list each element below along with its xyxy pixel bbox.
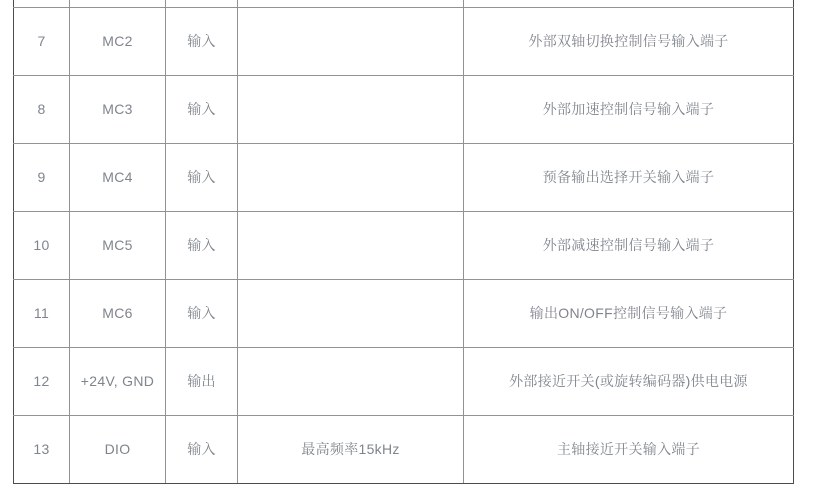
cell-terminal-number: 10 <box>14 211 70 279</box>
cell-io-direction: 输入 <box>166 7 238 75</box>
cell-io-direction: 输入 <box>166 211 238 279</box>
cell-signal-name: DIO <box>70 415 166 483</box>
cell-spec <box>238 75 464 143</box>
table-row <box>14 415 794 483</box>
cell-description: 预备输出选择开关输入端子 <box>464 143 794 211</box>
cell-description: 外部双轴切换控制信号输入端子 <box>464 7 794 75</box>
cell-spec <box>238 279 464 347</box>
cell-description: 输出ON/OFF控制信号输入端子 <box>464 279 794 347</box>
cell-terminal-number: 7 <box>14 7 70 75</box>
cell-description: 主轴接近开关输入端子 <box>464 415 794 483</box>
table-row <box>14 279 794 347</box>
cell-signal-name: +24V, GND <box>70 347 166 415</box>
cell-terminal-number: 8 <box>14 75 70 143</box>
cell-signal-name: MC6 <box>70 279 166 347</box>
cell-terminal-number: 12 <box>14 347 70 415</box>
cell-terminal-number <box>14 0 70 7</box>
cell-signal-name <box>70 0 166 7</box>
cell-spec: 最高频率15kHz <box>238 415 464 483</box>
cell-description <box>464 0 794 7</box>
cell-signal-name: MC5 <box>70 211 166 279</box>
table-row <box>14 75 794 143</box>
cell-spec <box>238 7 464 75</box>
cell-spec <box>238 347 464 415</box>
cell-spec <box>238 211 464 279</box>
cell-terminal-number: 11 <box>14 279 70 347</box>
table-row <box>14 143 794 211</box>
cell-signal-name: MC3 <box>70 75 166 143</box>
cell-description: 外部加速控制信号输入端子 <box>464 75 794 143</box>
terminal-spec-table <box>13 0 794 484</box>
table-row <box>14 7 794 75</box>
table-row <box>14 347 794 415</box>
cell-terminal-number: 13 <box>14 415 70 483</box>
cell-spec <box>238 0 464 7</box>
cell-spec <box>238 143 464 211</box>
cell-io-direction: 输出 <box>166 347 238 415</box>
table-row <box>14 211 794 279</box>
cell-description: 外部接近开关(或旋转编码器)供电电源 <box>464 347 794 415</box>
cell-io-direction: 输入 <box>166 75 238 143</box>
cell-signal-name: MC4 <box>70 143 166 211</box>
cell-io-direction: 输入 <box>166 415 238 483</box>
cell-description: 外部减速控制信号输入端子 <box>464 211 794 279</box>
cell-signal-name: MC2 <box>70 7 166 75</box>
cell-io-direction: 输入 <box>166 143 238 211</box>
table-row-cutoff <box>14 0 794 7</box>
cell-terminal-number: 9 <box>14 143 70 211</box>
cell-io-direction <box>166 0 238 7</box>
cell-io-direction: 输入 <box>166 279 238 347</box>
